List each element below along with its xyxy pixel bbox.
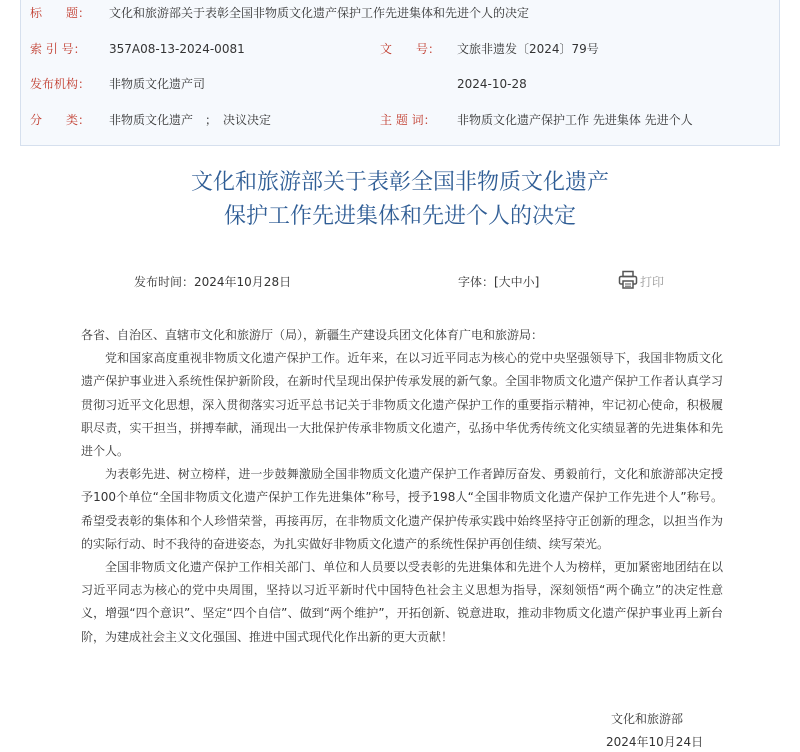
signature-date: 2024年10月24日 [606, 735, 704, 749]
meta-date-value: 2024-10-28 [457, 77, 527, 91]
meta-index-label: 索 引 号： [30, 42, 86, 56]
article-title-line1: 文化和旅游部关于表彰全国非物质文化遗产 [190, 170, 609, 195]
meta-index-value: 357A08-13-2024-0081 [109, 42, 245, 56]
printer-icon [618, 270, 638, 290]
meta-docno-value: 文旅非遗发〔2024〕79号 [457, 42, 599, 56]
article-body [81, 324, 723, 649]
meta-row-category [21, 102, 779, 138]
greeting: 各省、自治区、直辖市文化和旅游厅（局），新疆生产建设兵团文化体育广电和旅游局： [81, 328, 544, 342]
meta-keywords-value: 非物质文化遗产保护工作 先进集体 先进个人 [457, 113, 693, 127]
meta-title-label: 标 题： [30, 6, 91, 20]
meta-title-value: 文化和旅游部关于表彰全国非物质文化遗产保护工作先进集体和先进个人的决定 [109, 6, 530, 20]
meta-docno-label: 文 号： [380, 42, 441, 56]
print-label: 打印 [640, 275, 665, 289]
meta-category-label: 分 类： [30, 113, 91, 127]
paragraph: 党和国家高度重视非物质文化遗产保护工作。近年来，在以习近平同志为核心的党中央坚强领导下，我国非物质文化遗产保护事业进入系统性保护新阶段，在新时代呈现出保护传承发展的新气象。全国非物质文化遗产保护工作者认真学习贯彻习近平文化思想，深入贯彻落实习近平总书记关于非物质文化遗产保护工作的重要指示精神，牢记初心使命，积极履职尽责，实干担当，拼搏奉献，涌现出一大批保护传承非物质文化遗产，弘扬中华优秀传统文化实绩显著的先进集体和先进个人。 [81, 351, 723, 459]
font-size-selector[interactable]: 字体：[大中小] [458, 275, 540, 289]
paragraph: 为表彰先进、树立榜样，进一步鼓舞激励全国非物质文化遗产保护工作者踔厉奋发、勇毅前行，文化和旅游部决定授予100个单位“全国非物质文化遗产保护工作先进集体”称号，授予198人“全国非物质文化遗产保护工作先进个人”称号。希望受表彰的集体和个人珍惜荣誉，再接再厉，在非物质文化遗产保护传承实践中始终坚持守正创新的理念，以担当作为的实际行动、时不我待的奋进姿态，为扎实做好非物质文化遗产的系统性保护再创佳绩、续写荣光。 [81, 467, 723, 551]
paragraph: 全国非物质文化遗产保护工作相关部门、单位和人员要以受表彰的先进集体和先进个人为榜样，更加紧密地团结在以习近平同志为核心的党中央周围，坚持以习近平新时代中国特色社会主义思想为指导，深刻领悟“两个确立”的决定性意义，增强“四个意识”、坚定“四个自信”、做到“两个维护”，开拓创新、锐意进取，推动非物质文化遗产保护事业再上新台阶，为建成社会主义文化强国、推进中国式现代化作出新的更大贡献！ [81, 560, 723, 644]
meta-org-value: 非物质文化遗产司 [109, 77, 206, 91]
article-title-line2: 保护工作先进集体和先进个人的决定 [223, 204, 576, 229]
print-button[interactable] [618, 270, 678, 292]
meta-keywords-label: 主 题 词： [380, 113, 436, 127]
metadata-panel [20, 0, 780, 146]
meta-row-title [21, 0, 779, 31]
meta-org-label: 发布机构： [30, 77, 91, 91]
article-title [0, 166, 800, 234]
publish-time: 发布时间：2024年10月28日 [134, 275, 292, 289]
signature-org: 文化和旅游部 [611, 712, 684, 726]
meta-category-value: 非物质文化遗产 ； 决议决定 [109, 113, 272, 127]
meta-row-org [21, 66, 779, 102]
meta-row-index [21, 31, 779, 67]
